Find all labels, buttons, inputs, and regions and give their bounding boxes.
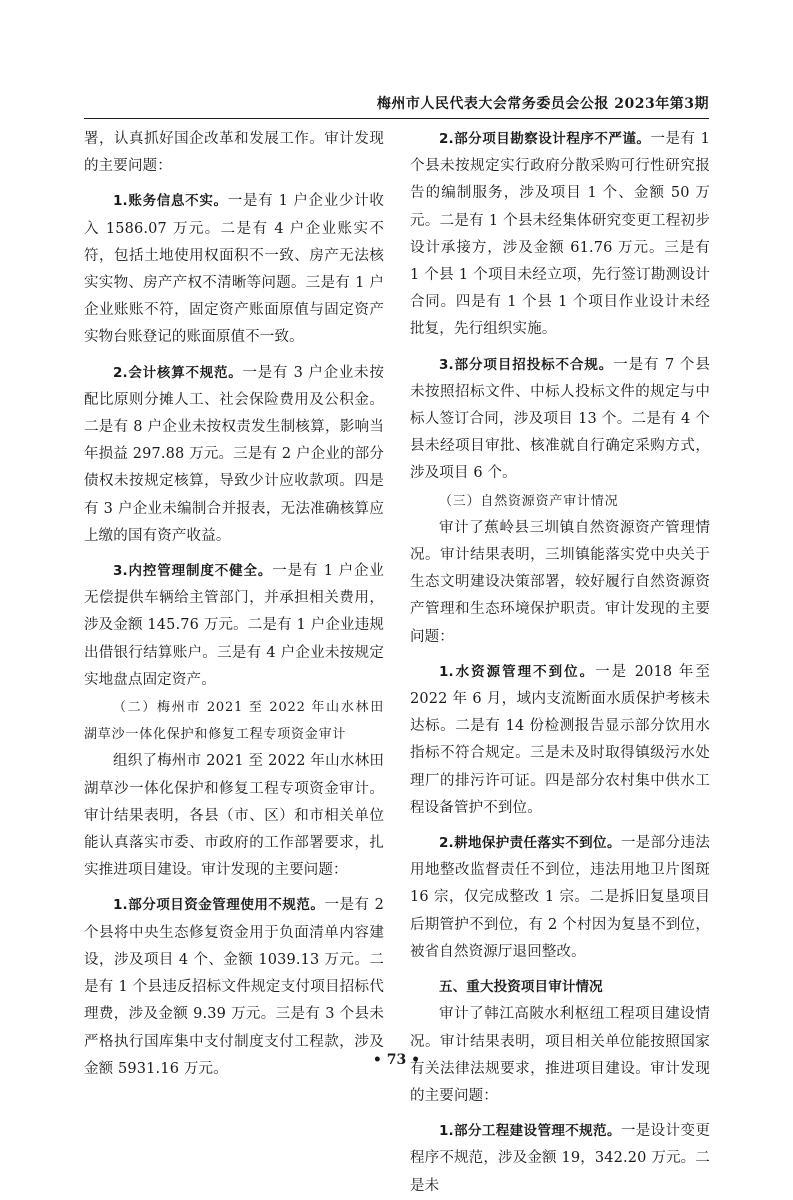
page-number: • 73 • (372, 1052, 421, 1068)
paragraph: 署，认真抓好国企改革和发展工作。审计发现的主要问题： (84, 131, 384, 175)
finding-heading: 2.耕地保护责任落实不到位。 (439, 835, 621, 852)
paragraph (410, 126, 710, 344)
finding-heading: 2.会计核算不规范。 (113, 364, 243, 381)
finding-text: 一是有 7 个县未按照招标文件、中标人投标文件的规定与中标人签订合同，涉及项目 13 个。二是有 4 个县未经项目审批、核准就自行确定采购方式，涉及项目 6 个。 (410, 356, 710, 482)
major-heading: 五、重大投资项目审计情况 (439, 979, 603, 996)
finding-text: 一是有 1 户企业无偿提供车辆给主管部门，并承担相关费用，涉及金额 145.76 万元。二是有 1 户企业违规出借银行结算账户。三是有 4 户企业未按规定实地盘点固定资产。 (84, 563, 385, 688)
page-header (84, 94, 709, 119)
paragraph: 审计了韩江高陂水利枢纽工程项目建设情况。审计结果表明，项目相关单位能按照国家有关法律法规要求，推进项目建设。审计发现的主要问题： (410, 1006, 710, 1104)
paragraph (84, 188, 384, 351)
paragraph (410, 830, 710, 966)
finding-heading: 1.账务信息不实。 (113, 193, 228, 210)
finding-heading: 3.内控管理制度不健全。 (113, 563, 273, 580)
left-column (84, 126, 384, 1083)
bulletin-title: 梅州市人民代表大会常务委员会公报 2023年第3期 (376, 96, 709, 112)
finding-text: 一是有 1 户企业少计收入 1586.07 万元。二是有 4 户企业账实不符，包括土地使用权面积不一致、房产无法核实实物、房产产权不清晰等问题。三是有 1 户企业账账不符，固定资产账面原值与固定资产实物台账登记的账面原值不一致。 (84, 193, 384, 346)
finding-text: 一是有 2 个县将中央生态修复资金用于负面清单内容建设，涉及项目 4 个、金额 1039.13 万元。二是有 1 个县违反招标文件规定支付项目招标代理费，涉及金额 9.39 万元。三是有 3 个县未严格执行国库集中支付制度支付工程款，涉及金额 5931.16 万元。 (84, 897, 384, 1077)
paragraph (84, 558, 384, 694)
finding-heading: 1.水资源管理不到位。 (439, 663, 596, 680)
finding-text: 一是有 3 户企业未按配比原则分摊人工、社会保险费用及公积金。二是有 8 户企业未按权责发生制核算，影响当年损益 297.88 万元。三是有 2 户企业的部分债权未按规定核算，导致少计应收款项。四是有 3 户企业未编制合并报表，无法准确核算应上缴的国有资产收益。 (84, 364, 384, 544)
section-heading: （三）自然资源资产审计情况 (439, 493, 619, 509)
finding-heading: 2.部分项目勘察设计程序不严谨。 (439, 131, 651, 147)
finding-text: 一是有 1 个县未按规定实行政府分散采购可行性研究报告的编制服务，涉及项目 1 个、金额 50 万元。二是有 1 个县未经集体研究变更工程初步设计承接方，涉及金额 61.76 万元。三是有 1 个县 1 个项目未经立项，先行签订勘测设计合同。四是有 1 个县 1 个项目作业设计未经批复，先行组织实施。 (410, 131, 710, 338)
paragraph: 审计了蕉岭县三圳镇自然资源资产管理情况。审计结果表明，三圳镇能落实党中央关于生态文明建设决策部署，较好履行自然资源资产管理和生态环境保护职责。审计发现的主要问题： (410, 519, 710, 645)
finding-heading: 1.部分工程建设管理不规范。 (439, 1123, 621, 1140)
section-heading: （二）梅州市 2021 至 2022 年山水林田湖草沙一体化保护和修复工程专项资金审计 (84, 700, 384, 743)
paragraph (84, 360, 384, 550)
paragraph (410, 1118, 710, 1200)
paragraph (410, 352, 710, 488)
finding-heading: 3.部分项目招投标不合规。 (439, 356, 614, 373)
paragraph: 组织了梅州市 2021 至 2022 年山水林田湖草沙一体化保护和修复工程专项资金审计。审计结果表明，各县（市、区）和市相关单位能认真落实市委、市政府的工作部署要求，扎实推进项目建设。审计发现的主要问题： (84, 753, 384, 879)
finding-text: 一是部分违法用地整改监督责任不到位，违法用地卫片图斑 16 宗，仅完成整改 1 宗。二是拆旧复垦项目后期管护不到位，有 2 个村因为复垦不到位，被省自然资源厅退回整改。 (410, 835, 711, 960)
right-column (410, 126, 710, 1200)
finding-heading: 1.部分项目资金管理使用不规范。 (113, 897, 325, 914)
paragraph (410, 659, 710, 822)
finding-text: 一是设计变更程序不规范，涉及金额 19，342.20 万元。二是未 (410, 1123, 711, 1194)
finding-text: 一是 2018 年至 2022 年 6 月，域内支流断面水质保护考核未达标。二是有 14 份检测报告显示部分饮用水指标不符合规定。三是未及时取得镇级污水处理厂的排污许可证。四是部分农村集中供水工程设备管护不到位。 (410, 663, 710, 816)
